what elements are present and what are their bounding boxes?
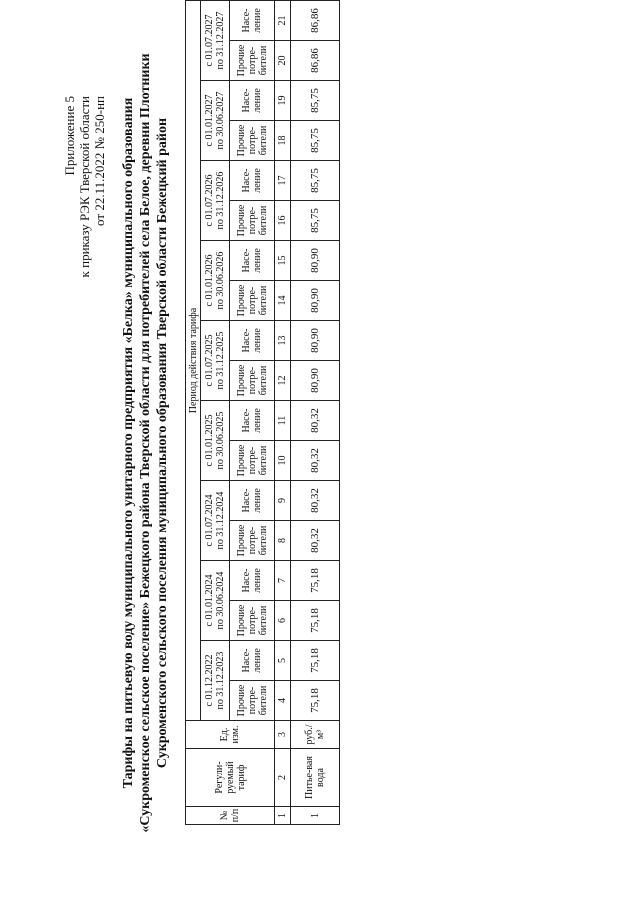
- period-to: по 30.06.2025: [215, 411, 226, 470]
- subheader-other-consumers: Прочие потре-бители: [230, 281, 275, 321]
- tariff-value: 85,75: [291, 81, 340, 121]
- document-title: [120, 53, 171, 833]
- appendix-note: [62, 96, 107, 277]
- tariff-value: 80,32: [291, 401, 340, 441]
- tariff-value: 80,32: [291, 481, 340, 521]
- tariff-value: 86,86: [291, 41, 340, 81]
- column-number: 4: [275, 681, 291, 721]
- period-header: [201, 641, 230, 721]
- subheader-population: Насе-ление: [230, 81, 275, 121]
- tariff-value: 75,18: [291, 641, 340, 681]
- header-tariff: Регули-руемый тариф: [186, 749, 275, 807]
- period-from: с 01.07.2025: [204, 334, 215, 387]
- period-from: с 01.01.2025: [204, 414, 215, 467]
- header-unit: Ед. изм.: [186, 721, 275, 749]
- tariff-value: 85,75: [291, 121, 340, 161]
- column-number: 14: [275, 281, 291, 321]
- period-header: [201, 401, 230, 481]
- subheader-population: Насе-ление: [230, 321, 275, 361]
- tariff-value: 80,90: [291, 241, 340, 281]
- tariff-table: [185, 0, 340, 825]
- period-to: по 30.06.2026: [215, 251, 226, 310]
- column-number: 3: [275, 721, 291, 749]
- period-to: по 31.12.2024: [215, 491, 226, 550]
- subheader-other-consumers: Прочие потре-бители: [230, 521, 275, 561]
- subheader-other-consumers: Прочие потре-бители: [230, 121, 275, 161]
- column-number: 18: [275, 121, 291, 161]
- tariff-value: 75,18: [291, 681, 340, 721]
- period-from: с 01.12.2022: [204, 654, 215, 707]
- subheader-other-consumers: Прочие потре-бители: [230, 681, 275, 721]
- subheader-population: Насе-ление: [230, 1, 275, 41]
- period-header: [201, 81, 230, 161]
- row-num: 1: [291, 807, 340, 825]
- column-number: 8: [275, 521, 291, 561]
- subheader-other-consumers: Прочие потре-бители: [230, 201, 275, 241]
- column-number: 16: [275, 201, 291, 241]
- period-to: по 30.06.2024: [215, 571, 226, 630]
- column-number: 21: [275, 1, 291, 41]
- subheader-population: Насе-ление: [230, 401, 275, 441]
- period-header: [201, 241, 230, 321]
- subheader-population: Насе-ление: [230, 241, 275, 281]
- tariff-value: 80,32: [291, 441, 340, 481]
- appendix-line-2: к приказу РЭК Тверской области: [77, 96, 92, 278]
- tariff-value: 75,18: [291, 601, 340, 641]
- subheader-other-consumers: Прочие потре-бители: [230, 601, 275, 641]
- period-to: по 31.12.2026: [215, 171, 226, 230]
- period-header: [201, 561, 230, 641]
- row-unit: руб./м³: [291, 721, 340, 749]
- period-header: [201, 161, 230, 241]
- column-number: 10: [275, 441, 291, 481]
- title-line-1: Тарифы на питьевую воду муниципального унитарного предприятия «Белка» муниципального образования: [121, 97, 136, 789]
- column-number: 15: [275, 241, 291, 281]
- column-number: 17: [275, 161, 291, 201]
- subheader-population: Насе-ление: [230, 161, 275, 201]
- period-header: [201, 321, 230, 401]
- period-to: по 31.12.2025: [215, 331, 226, 390]
- row-tariff: Питье-вая вода: [291, 749, 340, 807]
- period-from: с 01.07.2027: [204, 14, 215, 67]
- header-num: № п/п: [186, 807, 275, 825]
- subheader-population: Насе-ление: [230, 561, 275, 601]
- column-number: 7: [275, 561, 291, 601]
- period-from: с 01.01.2026: [204, 254, 215, 307]
- column-number: 11: [275, 401, 291, 441]
- tariff-value: 80,90: [291, 321, 340, 361]
- tariff-value: 80,32: [291, 521, 340, 561]
- period-from: с 01.07.2026: [204, 174, 215, 227]
- header-period: Период действия тарифа: [186, 1, 201, 721]
- column-number: 19: [275, 81, 291, 121]
- period-to: по 30.06.2027: [215, 91, 226, 150]
- column-number: 6: [275, 601, 291, 641]
- period-from: с 01.01.2024: [204, 574, 215, 627]
- period-header: [201, 1, 230, 81]
- period-to: по 31.12.2027: [215, 11, 226, 70]
- column-number: 2: [275, 749, 291, 807]
- tariff-value: 80,90: [291, 361, 340, 401]
- appendix-line-1: Приложение 5: [62, 96, 77, 176]
- title-line-3: Сукроменского сельского поселения муниципального образования Тверской области Бежецкий район: [155, 117, 170, 769]
- period-to: по 31.12.2023: [215, 651, 226, 710]
- column-number: 5: [275, 641, 291, 681]
- tariff-value: 85,75: [291, 201, 340, 241]
- tariff-value: 86,86: [291, 1, 340, 41]
- period-from: с 01.01.2027: [204, 94, 215, 147]
- subheader-population: Насе-ление: [230, 481, 275, 521]
- subheader-other-consumers: Прочие потре-бители: [230, 441, 275, 481]
- column-number: 13: [275, 321, 291, 361]
- column-number: 9: [275, 481, 291, 521]
- column-number: 20: [275, 41, 291, 81]
- title-line-2: «Сукроменское сельское поселение» Бежецкого района Тверской области для потребителей села Белое, деревни Плотники: [138, 53, 153, 833]
- appendix-line-3: от 22.11.2022 № 250-нп: [92, 96, 107, 226]
- tariff-value: 80,90: [291, 281, 340, 321]
- tariff-value: 85,75: [291, 161, 340, 201]
- subheader-other-consumers: Прочие потре-бители: [230, 41, 275, 81]
- subheader-population: Насе-ление: [230, 641, 275, 681]
- subheader-other-consumers: Прочие потре-бители: [230, 361, 275, 401]
- column-number: 1: [275, 807, 291, 825]
- period-from: с 01.07.2024: [204, 494, 215, 547]
- column-number: 12: [275, 361, 291, 401]
- tariff-value: 75,18: [291, 561, 340, 601]
- period-header: [201, 481, 230, 561]
